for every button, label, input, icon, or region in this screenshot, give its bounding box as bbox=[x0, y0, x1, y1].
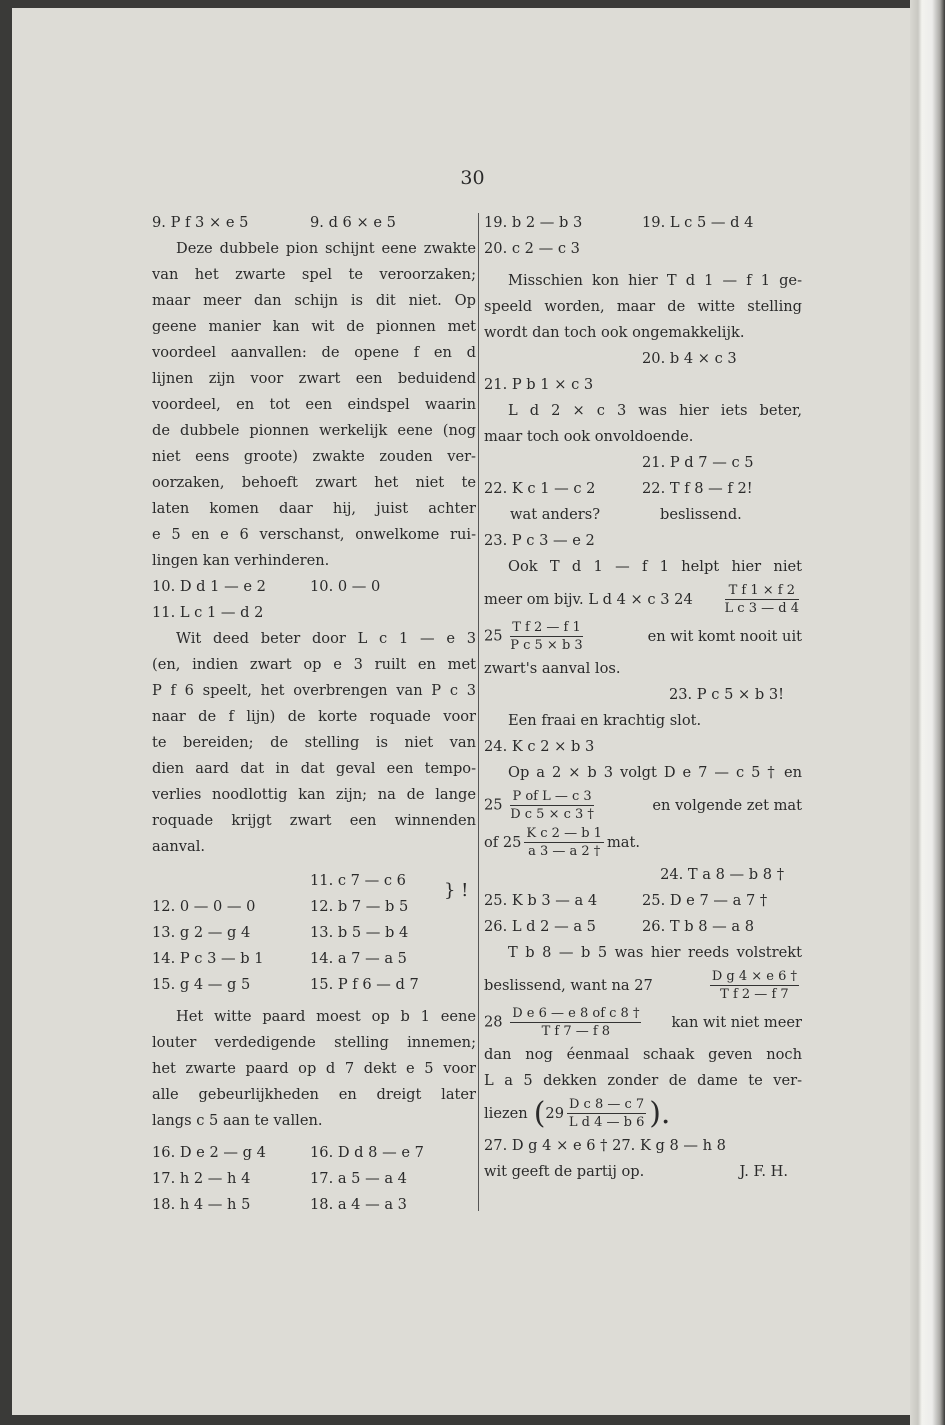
text-line-fraction bbox=[484, 582, 802, 617]
move-24: 24. K c 2 × b 3 bbox=[484, 738, 595, 755]
move-10 bbox=[152, 574, 476, 600]
text-span: liezen bbox=[484, 1104, 528, 1122]
move-18 bbox=[152, 1192, 476, 1218]
fraction-group bbox=[484, 788, 597, 823]
move-25 bbox=[484, 888, 802, 914]
move-23-black: 23. P c 5 × b 3! bbox=[668, 686, 784, 703]
text-line: van het zwarte spel te veroorzaken; bbox=[152, 266, 476, 283]
right-column bbox=[484, 210, 802, 1185]
text-line: Deze dubbele pion schijnt eene zwakte bbox=[176, 240, 476, 257]
white-move: 15. g 4 — g 5 bbox=[152, 976, 251, 993]
move-21: 21. P b 1 × c 3 bbox=[484, 376, 594, 393]
black-move: 22. T f 8 — f 2! bbox=[642, 480, 753, 497]
text-line: lijnen zijn voor zwart een beduidend bbox=[152, 370, 476, 387]
text-line: voordeel, en tot een eindspel waarin bbox=[152, 396, 476, 413]
move-27: 27. D g 4 × e 6 † 27. K g 8 — h 8 bbox=[484, 1137, 726, 1154]
fraction-25b bbox=[510, 788, 594, 823]
text-line: niet eens groote) zwakte zouden ver- bbox=[152, 448, 476, 465]
text-line: Op a 2 × b 3 volgt D e 7 — c 5 † en bbox=[508, 764, 802, 781]
black-comment: beslissend. bbox=[660, 506, 742, 523]
black-move: 14. a 7 — a 5 bbox=[310, 950, 407, 967]
text-line: P f 6 speelt, het overbrengen van P c 3 bbox=[152, 682, 476, 699]
text-span: 25 bbox=[484, 627, 503, 645]
black-move: 16. D d 8 — e 7 bbox=[310, 1144, 424, 1161]
spacer bbox=[484, 262, 802, 268]
move-22 bbox=[484, 476, 802, 502]
white-move: 12. 0 — 0 — 0 bbox=[152, 898, 256, 915]
text-line: L d 2 × c 3 was hier iets beter, bbox=[508, 402, 802, 419]
commentary-r2 bbox=[484, 398, 802, 450]
white-move: 18. h 4 — h 5 bbox=[152, 1196, 251, 1213]
black-move: 21. P d 7 — c 5 bbox=[642, 454, 754, 471]
text-line: T b 8 — b 5 was hier reeds volstrekt bbox=[508, 944, 802, 961]
commentary-1 bbox=[152, 236, 476, 574]
numerator: D g 4 × e 6 † bbox=[711, 969, 797, 984]
commentary-3 bbox=[152, 1004, 476, 1134]
text-span: en wit komt nooit uit bbox=[647, 627, 802, 645]
move-14 bbox=[152, 946, 476, 972]
text-line: langs c 5 aan te vallen. bbox=[152, 1112, 323, 1129]
text-span: 28 bbox=[484, 1013, 503, 1031]
text-line: e 5 en e 6 verschanst, onwelkome rui- bbox=[152, 526, 476, 543]
move-24-black: 24. T a 8 — b 8 † bbox=[660, 866, 784, 883]
move-13 bbox=[152, 920, 476, 946]
numerator: T f 2 — f 1 bbox=[512, 620, 581, 635]
text-line: naar de f lijn) de korte roquade voor bbox=[152, 708, 476, 725]
white-comment: wat anders? bbox=[510, 506, 601, 523]
move-16 bbox=[152, 1140, 476, 1166]
text-span: wit geeft de partij op. bbox=[484, 1163, 645, 1180]
text-line: dien aard dat in dat geval een tempo- bbox=[152, 760, 476, 777]
black-move: 17. a 5 — a 4 bbox=[310, 1170, 407, 1187]
text-span: meer om bijv. L d 4 × c 3 24 bbox=[484, 590, 693, 608]
text-line: verlies noodlottig kan zijn; na de lange bbox=[152, 786, 476, 803]
text-line: maar meer dan schijn is dit niet. Op bbox=[152, 292, 476, 309]
commentary-r1 bbox=[484, 268, 802, 346]
text-span: en volgende zet mat bbox=[652, 796, 802, 814]
move-19 bbox=[484, 210, 802, 236]
denominator: L d 4 — b 6 bbox=[568, 1115, 645, 1130]
denominator: P c 5 × b 3 bbox=[510, 638, 583, 653]
spacer bbox=[152, 860, 476, 868]
fraction-group bbox=[484, 1005, 644, 1040]
text-line: oorzaken, behoeft zwart het niet te bbox=[152, 474, 476, 491]
text-span: mat. bbox=[606, 833, 640, 851]
left-column bbox=[152, 210, 476, 1218]
text-line: te bereiden; de stelling is niet van bbox=[152, 734, 476, 751]
text-line: L a 5 dekken zonder de dame te ver- bbox=[484, 1072, 802, 1089]
text-line: aanval. bbox=[152, 838, 206, 855]
fraction-25 bbox=[510, 619, 583, 654]
numerator: D c 8 — c 7 bbox=[569, 1097, 645, 1112]
move-15 bbox=[152, 972, 476, 998]
move-21-black bbox=[484, 450, 802, 476]
fraction-25c bbox=[524, 825, 604, 860]
white-move: 17. h 2 — h 4 bbox=[152, 1170, 251, 1187]
text-line-fraction bbox=[484, 1005, 802, 1040]
text-line: Ook T d 1 — f 1 helpt hier niet bbox=[508, 558, 802, 575]
move-20-black bbox=[484, 346, 802, 372]
white-move: 26. L d 2 — a 5 bbox=[484, 918, 596, 935]
black-move: 18. a 4 — a 3 bbox=[310, 1196, 407, 1213]
move-9 bbox=[152, 210, 476, 236]
column-divider bbox=[478, 213, 479, 1211]
text-span: 29 bbox=[545, 1104, 564, 1122]
white-move: 22. K c 1 — c 2 bbox=[484, 480, 596, 497]
fraction-group bbox=[484, 619, 586, 654]
text-line: Wit deed beter door L c 1 — e 3 bbox=[176, 630, 476, 647]
commentary-2 bbox=[152, 626, 476, 860]
text-line-fraction bbox=[484, 1096, 802, 1131]
text-line: Het witte paard moest op b 1 eene bbox=[176, 1008, 476, 1025]
move-22-comments bbox=[484, 502, 802, 528]
denominator: T f 2 — f 7 bbox=[720, 987, 789, 1002]
white-move: 25. K b 3 — a 4 bbox=[484, 892, 598, 909]
denominator: T f 7 — f 8 bbox=[541, 1024, 611, 1039]
move-20: 20. c 2 — c 3 bbox=[484, 240, 580, 257]
black-move: 10. 0 — 0 bbox=[310, 578, 381, 595]
open-parenthesis: ( bbox=[533, 1095, 546, 1131]
white-move: 13. g 2 — g 4 bbox=[152, 924, 251, 941]
white-move: 10. D d 1 — e 2 bbox=[152, 578, 266, 595]
text-span: 25 bbox=[484, 796, 503, 814]
numerator: T f 1 × f 2 bbox=[725, 582, 799, 600]
page-edge bbox=[910, 0, 945, 1425]
text-line-fraction bbox=[484, 619, 802, 654]
page-number: 30 bbox=[460, 167, 485, 189]
text-line: geene manier kan wit de pionnen met bbox=[152, 318, 476, 335]
text-line: maar toch ook onvoldoende. bbox=[484, 428, 694, 445]
fraction-29 bbox=[567, 1096, 646, 1131]
text-span: of 25 bbox=[484, 833, 522, 851]
text-line-fraction bbox=[484, 825, 802, 860]
black-move: 12. b 7 — b 5 bbox=[310, 898, 409, 915]
text-line: zwart's aanval los. bbox=[484, 660, 621, 677]
text-line: alle gebeurlijkheden en dreigt later bbox=[152, 1086, 476, 1103]
fraction-24 bbox=[725, 582, 799, 617]
text-line: wordt dan toch ook ongemakkelijk. bbox=[484, 324, 745, 341]
fraction-28 bbox=[510, 1005, 641, 1040]
numerator: P of L — c 3 bbox=[510, 788, 594, 806]
text-line: Een fraai en krachtig slot. bbox=[508, 712, 702, 729]
text-line: lingen kan verhinderen. bbox=[152, 552, 330, 569]
signature: J. F. H. bbox=[739, 1163, 788, 1180]
final-line bbox=[484, 1159, 802, 1185]
denominator: D c 5 × c 3 † bbox=[510, 807, 594, 822]
text-line-fraction bbox=[484, 788, 802, 823]
white-move: 14. P c 3 — b 1 bbox=[152, 950, 264, 967]
text-line: dan nog éenmaal schaak geven noch bbox=[484, 1046, 802, 1063]
empty-cell bbox=[484, 450, 642, 476]
text-line: speeld worden, maar de witte stelling bbox=[484, 298, 802, 315]
text-line-fraction bbox=[484, 968, 802, 1003]
text-line: voordeel aanvallen: de opene f en d bbox=[152, 344, 476, 361]
black-move: 20. b 4 × c 3 bbox=[642, 350, 737, 367]
text-line: de dubbele pionnen werkelijk eene (nog bbox=[152, 422, 476, 439]
fraction-27 bbox=[710, 968, 799, 1003]
text-line: het zwarte paard op d 7 dekt e 5 voor bbox=[152, 1060, 476, 1077]
spacer bbox=[152, 998, 476, 1004]
empty-cell bbox=[484, 346, 642, 372]
text-span: beslissend, want na 27 bbox=[484, 976, 653, 994]
white-move: 9. P f 3 × e 5 bbox=[152, 214, 249, 231]
black-move: 25. D e 7 — a 7 † bbox=[642, 892, 768, 909]
move-26 bbox=[484, 914, 802, 940]
move-23: 23. P c 3 — e 2 bbox=[484, 532, 595, 549]
text-line: Misschien kon hier T d 1 — f 1 ge- bbox=[508, 272, 802, 289]
denominator: L c 3 — d 4 bbox=[724, 601, 799, 616]
move-17 bbox=[152, 1166, 476, 1192]
black-move: 26. T b 8 — a 8 bbox=[642, 918, 754, 935]
black-move: 15. P f 6 — d 7 bbox=[310, 976, 419, 993]
black-move: 11. c 7 — c 6 bbox=[310, 872, 406, 889]
numerator: D e 6 — e 8 of c 8 † bbox=[512, 1006, 640, 1021]
black-move: 19. L c 5 — d 4 bbox=[642, 214, 754, 231]
numerator: K c 2 — b 1 bbox=[526, 826, 602, 841]
text-span: kan wit niet meer bbox=[671, 1013, 802, 1031]
white-move: 19. b 2 — b 3 bbox=[484, 214, 583, 231]
text-line: roquade krijgt zwart een winnenden bbox=[152, 812, 476, 829]
brace-exclamation: } ! bbox=[444, 880, 469, 901]
close-parenthesis: ). bbox=[649, 1095, 671, 1131]
black-move: 9. d 6 × e 5 bbox=[310, 214, 396, 231]
move-11: 11. L c 1 — d 2 bbox=[152, 604, 264, 621]
text-line: laten komen daar hij, juist achter bbox=[152, 500, 476, 517]
black-move: 13. b 5 — b 4 bbox=[310, 924, 409, 941]
move-11-black bbox=[152, 868, 476, 894]
white-move: 16. D e 2 — g 4 bbox=[152, 1144, 266, 1161]
denominator: a 3 — a 2 † bbox=[528, 844, 601, 859]
empty-cell bbox=[152, 868, 310, 894]
text-line: (en, indien zwart op e 3 ruilt en met bbox=[152, 656, 476, 673]
text-line: louter verdedigende stelling innemen; bbox=[152, 1034, 476, 1051]
